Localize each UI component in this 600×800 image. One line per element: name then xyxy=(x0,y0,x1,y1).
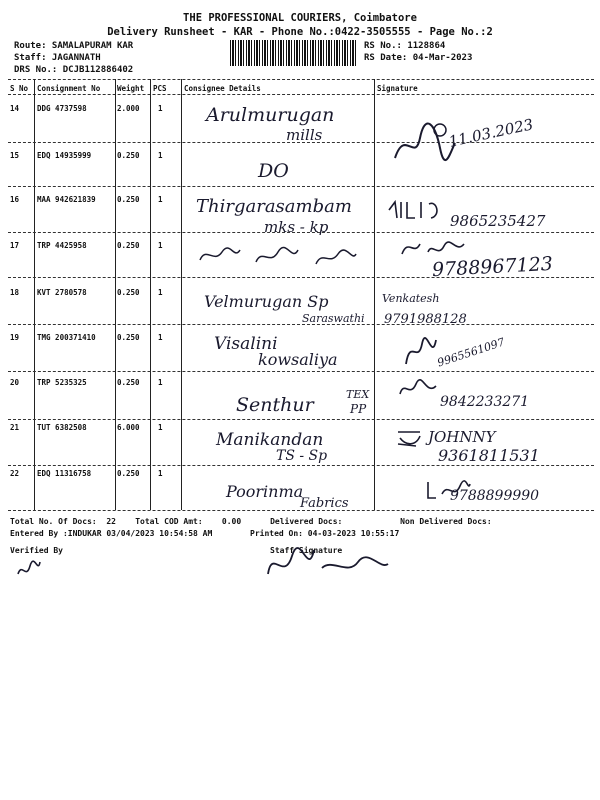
rs-date: RS Date: 04-Mar-2023 xyxy=(364,53,473,63)
col-header-pcs: PCS xyxy=(153,84,167,93)
row-rule xyxy=(8,465,594,466)
report-title: THE PROFESSIONAL COURIERS, Coimbatore xyxy=(183,12,417,24)
row-sno: 21 xyxy=(10,423,20,432)
signature-scribble xyxy=(400,334,440,370)
signature-date: 11.03.2023 xyxy=(447,115,535,151)
consignee-line: Fabrics xyxy=(300,496,349,511)
row-consignment: TRP 4425958 xyxy=(37,241,87,250)
signature-phone: 9965561097 xyxy=(435,335,507,370)
signature-scribble xyxy=(398,236,468,260)
row-sno: 16 xyxy=(10,195,20,204)
row-pcs: 1 xyxy=(158,469,163,478)
row-weight: 0.250 xyxy=(117,151,140,160)
consignee-name: Velmurugan Sp xyxy=(204,292,329,311)
row-sno: 18 xyxy=(10,288,20,297)
signature-name: JOHNNY xyxy=(428,428,496,446)
staff-signature-label: Staff Signature xyxy=(270,546,343,555)
consignee-name: Manikandan xyxy=(216,430,324,450)
row-pcs: 1 xyxy=(158,288,163,297)
row-consignment: TRP 5235325 xyxy=(37,378,87,387)
row-weight: 0.250 xyxy=(117,469,140,478)
row-consignment: KVT 2780578 xyxy=(37,288,87,297)
row-pcs: 1 xyxy=(158,151,163,160)
row-consignment: MAA 942621839 xyxy=(37,195,96,204)
signature-phone: 9865235427 xyxy=(450,212,546,230)
consignee-name: Poorinma xyxy=(226,482,304,501)
tamil-script-scribble xyxy=(196,240,366,270)
signature-scribble xyxy=(424,478,474,502)
col-divider xyxy=(34,79,35,510)
signature-phone: 9361811531 xyxy=(438,446,540,465)
row-rule xyxy=(8,232,594,233)
staff-label: Staff: JAGANNATH xyxy=(14,53,101,63)
col-header-sno: S No xyxy=(10,84,29,93)
row-weight: 2.000 xyxy=(117,104,140,113)
signature-phone: 9842233271 xyxy=(440,394,530,410)
row-pcs: 1 xyxy=(158,195,163,204)
row-sno: 20 xyxy=(10,378,20,387)
col-header-consignment: Consignment No xyxy=(37,84,101,93)
col-header-weight: Weight xyxy=(117,84,145,93)
entered-by: Entered By :INDUKAR 03/04/2023 10:54:58 AM xyxy=(10,529,213,538)
row-rule xyxy=(8,142,594,143)
row-weight: 6.000 xyxy=(117,423,140,432)
row-rule xyxy=(8,324,594,325)
consignee-name: Arulmurugan xyxy=(206,104,335,126)
consignee-name: Visalini xyxy=(214,334,278,354)
signature-scribble xyxy=(390,118,460,168)
row-weight: 0.250 xyxy=(117,241,140,250)
col-divider xyxy=(150,79,151,510)
row-weight: 0.250 xyxy=(117,378,140,387)
row-pcs: 1 xyxy=(158,333,163,342)
barcode xyxy=(230,40,358,66)
col-header-signature: Signature xyxy=(377,84,418,93)
signature-scribble xyxy=(394,426,424,450)
row-pcs: 1 xyxy=(158,378,163,387)
row-pcs: 1 xyxy=(158,423,163,432)
signature-scribble xyxy=(396,376,440,402)
row-sno: 22 xyxy=(10,469,20,478)
verified-signature xyxy=(14,556,44,582)
row-consignment: TUT 6382508 xyxy=(37,423,87,432)
consignee-name: Senthur xyxy=(236,394,314,416)
consignee-line: PP xyxy=(350,402,367,416)
row-weight: 0.250 xyxy=(117,195,140,204)
row-consignment: DDG 4737598 xyxy=(37,104,87,113)
consignee-line: mks - kp xyxy=(264,218,329,236)
table-bottom-rule xyxy=(8,510,594,511)
signature-phone: 9788899990 xyxy=(450,488,540,504)
consignee-name: Thirgarasambam xyxy=(196,196,352,217)
signature-scribble xyxy=(385,198,445,226)
rs-number: RS No.: 1128864 xyxy=(364,41,446,51)
row-sno: 15 xyxy=(10,151,20,160)
row-rule xyxy=(8,371,594,372)
consignee-line: mills xyxy=(286,126,323,144)
row-pcs: 1 xyxy=(158,104,163,113)
totals-line: Total No. Of Docs: 22 Total COD Amt: 0.00 Delivered Docs: Non Delivered Docs: xyxy=(10,517,492,526)
col-divider xyxy=(181,79,182,510)
staff-signature xyxy=(262,538,392,588)
table-top-rule xyxy=(8,79,594,80)
table-header-rule xyxy=(8,94,594,95)
col-divider xyxy=(374,79,375,510)
row-consignment: TMG 200371410 xyxy=(37,333,96,342)
route-label: Route: SAMALAPURAM KAR xyxy=(14,41,134,51)
row-rule xyxy=(8,186,594,187)
row-sno: 17 xyxy=(10,241,20,250)
row-sno: 19 xyxy=(10,333,20,342)
row-rule xyxy=(8,277,594,278)
consignee-line: DO xyxy=(258,160,289,182)
signature-name: Venkatesh xyxy=(382,292,440,305)
consignee-line: TEX xyxy=(346,388,370,401)
consignee-line: TS - Sp xyxy=(276,448,328,464)
row-consignment: EDQ 14935999 xyxy=(37,151,92,160)
consignee-line: kowsaliya xyxy=(258,350,338,369)
row-rule xyxy=(8,419,594,420)
row-sno: 14 xyxy=(10,104,20,113)
row-weight: 0.250 xyxy=(117,333,140,342)
row-pcs: 1 xyxy=(158,241,163,250)
consignee-line: Saraswathi xyxy=(302,312,365,325)
signature-phone: 9791988128 xyxy=(384,312,467,327)
row-weight: 0.250 xyxy=(117,288,140,297)
signature-phone: 9788967123 xyxy=(431,252,554,282)
report-subtitle: Delivery Runsheet - KAR - Phone No.:0422-3505555 - Page No.:2 xyxy=(107,26,493,38)
verified-by-label: Verified By xyxy=(10,546,63,555)
drs-number: DRS No.: DCJB112886402 xyxy=(14,65,134,75)
col-divider xyxy=(115,79,116,510)
printed-on: Printed On: 04-03-2023 10:55:17 xyxy=(250,529,400,538)
col-header-consignee: Consignee Details xyxy=(184,84,261,93)
row-consignment: EDQ 11316758 xyxy=(37,469,92,478)
